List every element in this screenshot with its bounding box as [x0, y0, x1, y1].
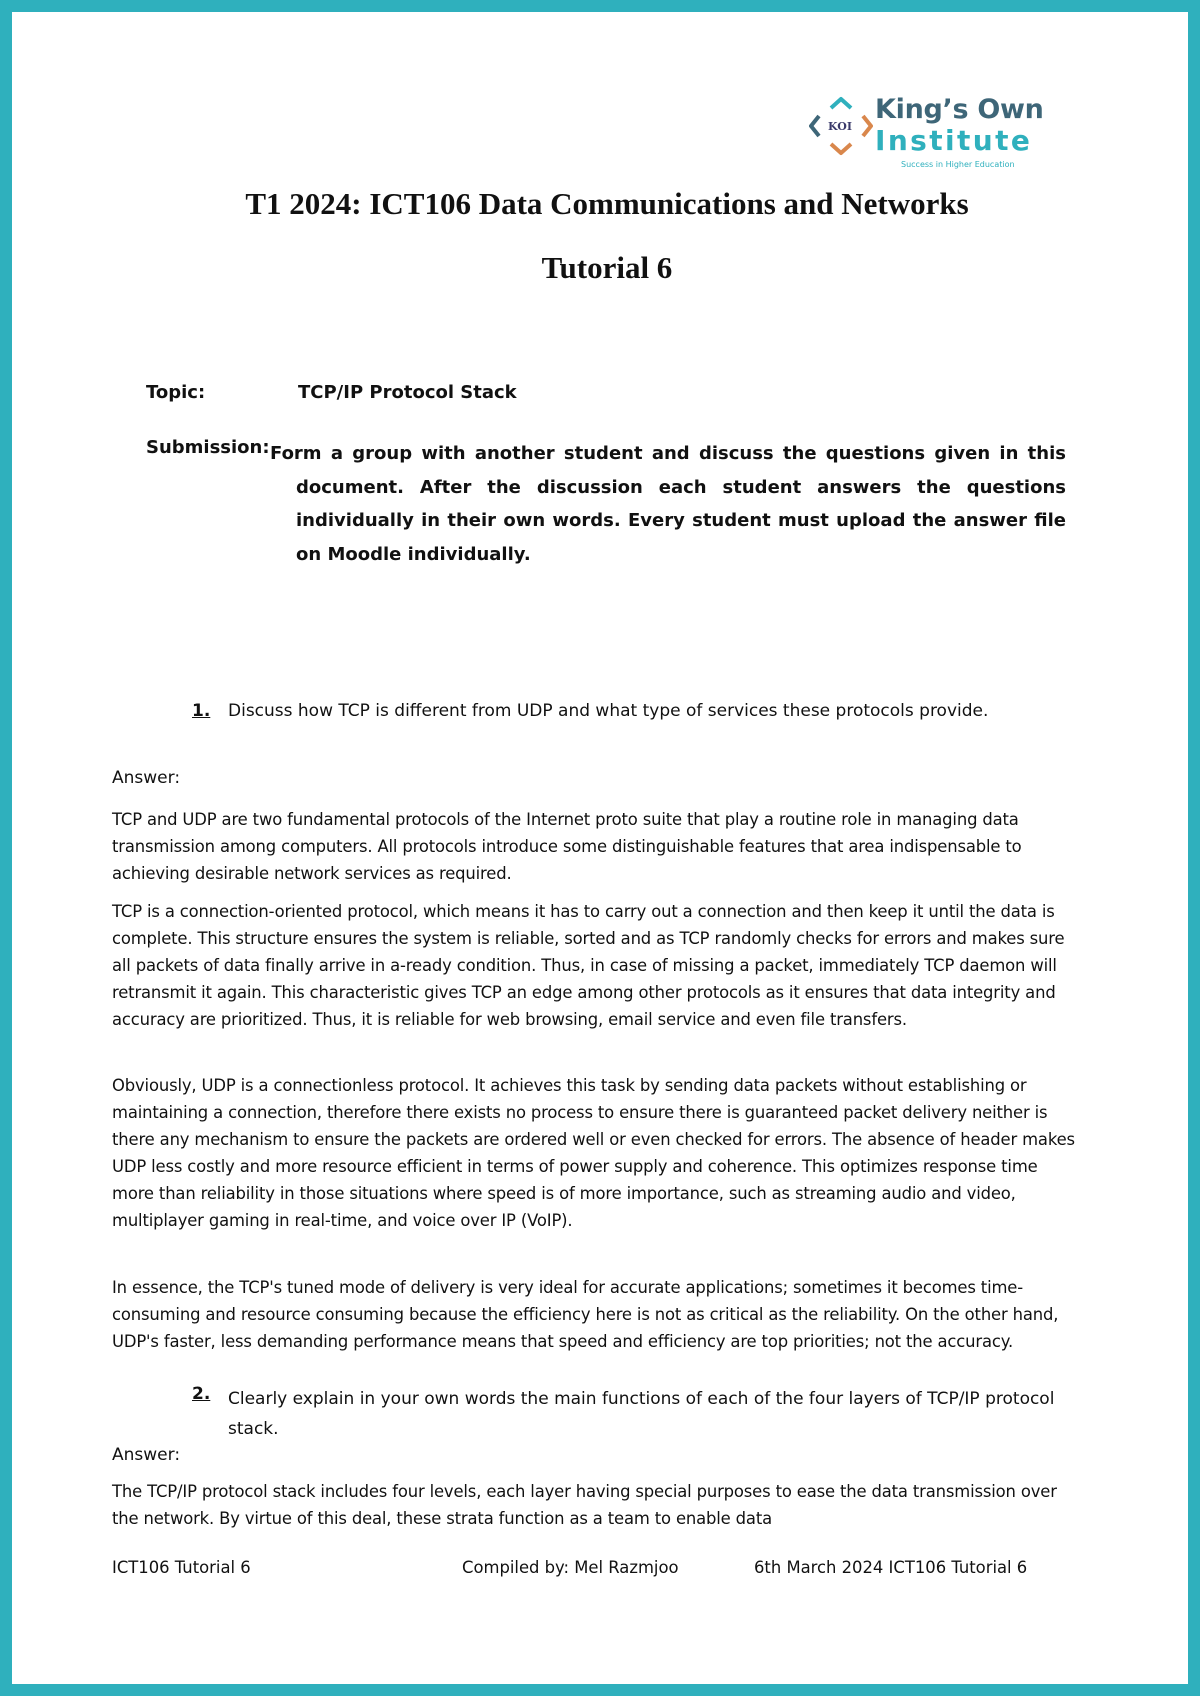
answer-label: Answer:: [112, 1445, 181, 1465]
question-text: Discuss how TCP is different from UDP and what type of services these protocols provide.: [228, 701, 989, 721]
answer-paragraph: Obviously, UDP is a connectionless protocol. It achieves this task by sending data packets without establishing or maintaining a connection, therefore there exists no process to ensure there is guaranteed packet delivery neither is there any mechanism to ensure the packets are ordered well or even checked for errors. The absence of header makes UDP less costly and more resource efficient in terms of power supply and coherence. This optimizes response time more than reliability in those situations where speed is of more importance, such as streaming audio and video, multiplayer gaming in real-time, and voice over IP (VoIP).: [112, 1076, 1075, 1230]
topic-label: Topic:: [146, 382, 206, 403]
submission-text: Form a group with another student and discuss the questions given in this document. After the discussion each student answers the questions individually in their own words. Every student must upload the answer file on Moodle individually.: [270, 443, 1066, 565]
topic-value: TCP/IP Protocol Stack: [298, 382, 517, 403]
document-title: T1 2024: ICT106 Data Communications and Networks: [245, 186, 969, 221]
answer-paragraph: TCP is a connection-oriented protocol, which means it has to carry out a connection and then keep it until the data is complete. This structure ensures the system is reliable, sorted and as TCP randomly checks for errors and makes sure all packets of data finally arrive in a-ready condition. Thus, in case of missing a packet, immediately TCP daemon will retransmit it again. This characteristic gives TCP an edge among other protocols as it ensures that data integrity and accuracy are prioritized. Thus, it is reliable for web browsing, email service and even file transfers.: [112, 902, 1065, 1029]
institute-logo: [809, 94, 1049, 174]
footer-course: ICT106 Tutorial 6: [112, 1558, 251, 1577]
logo-name-line1: King’s Own: [875, 94, 1044, 125]
question-number: 2.: [192, 1384, 211, 1404]
logo-tagline: Success in Higher Education: [901, 160, 1015, 169]
logo-name-line2: Institute: [875, 124, 1033, 157]
question-number: 1.: [192, 701, 211, 721]
answer-label: Answer:: [112, 768, 181, 788]
answer-paragraph: The TCP/IP protocol stack includes four levels, each layer having special purposes to ease the data transmission over the network. By virtue of this deal, these strata function as a team to enable data: [112, 1482, 1057, 1528]
answer-paragraph: TCP and UDP are two fundamental protocols of the Internet proto suite that play a routine role in managing data transmission among computers. All protocols introduce some distinguishable features that area indispensable to achieving desirable network services as required.: [112, 810, 1022, 883]
footer-date: 6th March 2024 ICT106 Tutorial 6: [754, 1558, 1028, 1577]
question-text: Clearly explain in your own words the main functions of each of the four layers of TCP/IP protocol stack.: [228, 1389, 1055, 1439]
logo-mark-text: KOI: [828, 120, 852, 133]
answer-paragraph: In essence, the TCP's tuned mode of delivery is very ideal for accurate applications; sometimes it becomes time-consuming and resource consuming because the efficiency here is not as critical as the reliability. On the other hand, UDP's faster, less demanding performance means that speed and efficiency are top priorities; not the accuracy.: [112, 1278, 1059, 1351]
document-subtitle: Tutorial 6: [541, 250, 673, 285]
footer-author: Compiled by: Mel Razmjoo: [462, 1558, 679, 1577]
submission-label: Submission:: [146, 437, 270, 458]
